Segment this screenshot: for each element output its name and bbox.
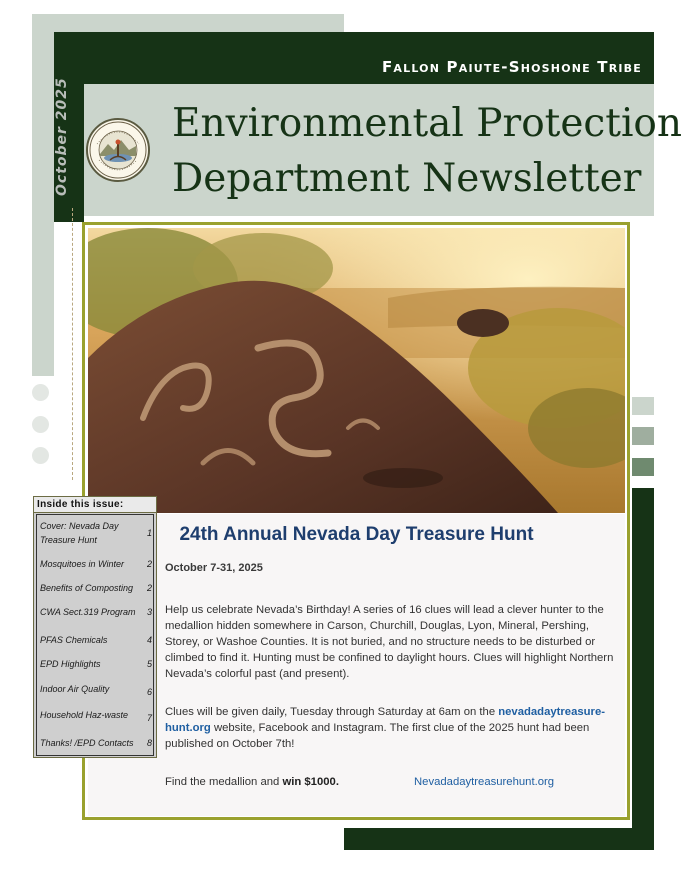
toc-item-page: 6 xyxy=(146,687,152,697)
toc-item-page: 8 xyxy=(146,738,152,748)
petroglyph-photo xyxy=(88,228,625,513)
toc-list xyxy=(36,514,154,756)
toc-item-page: 1 xyxy=(146,528,152,538)
tribe-name: Fallon Paiute-Shoshone Tribe xyxy=(381,58,642,76)
toc-item-title: Cover: Nevada Day Treasure Hunt xyxy=(40,521,119,545)
website-link[interactable]: Nevadadaytreasurehunt.org xyxy=(414,776,555,788)
prize-line xyxy=(165,776,339,788)
toc-item-title: Thanks! /EPD Contacts xyxy=(40,738,134,748)
issue-date-text: October 2025 xyxy=(54,77,70,196)
table-of-contents xyxy=(33,496,157,758)
toc-item-page: 2 xyxy=(146,559,152,569)
toc-item-title: PFAS Chemicals xyxy=(40,635,108,645)
toc-item-title: Mosquitoes in Winter xyxy=(40,559,124,569)
paragraph-text: website, Facebook and Instagram. The first clue of the 2025 hunt had been published on October 7th! xyxy=(165,722,590,750)
title-line-2: Department Newsletter xyxy=(172,156,642,201)
paragraph-text: Clues will be given daily, Tuesday through Saturday at 6am on the xyxy=(165,706,499,718)
issue-date xyxy=(48,77,78,202)
toc-item-page: 5 xyxy=(146,659,152,669)
color-swatch-mid xyxy=(632,427,654,445)
tribal-seal-logo xyxy=(86,118,150,182)
decorative-dot xyxy=(32,384,49,401)
color-swatch-dark xyxy=(632,458,654,476)
decorative-band-right xyxy=(632,488,654,850)
toc-item-title: Benefits of Composting xyxy=(40,583,134,593)
decorative-dot xyxy=(32,447,49,464)
page-title xyxy=(172,96,683,206)
toc-item-title: Household Haz-waste xyxy=(40,710,129,720)
article-headline: 24th Annual Nevada Day Treasure Hunt xyxy=(179,524,534,545)
toc-item-title: CWA Sect.319 Program xyxy=(40,607,136,617)
title-line-1: Environmental Protection xyxy=(172,101,683,146)
toc-item-page: 4 xyxy=(146,635,152,645)
article-paragraph: Help us celebrate Nevada’s Birthday! A series of 16 clues will lead a clever hunter to the medallion hidden somewhere in Carson, Churchill, Douglas, Lyon, Mineral, Pershing, Storey, or Washoe Counties. It is not buried, and no structure needs to be disturbed or climbed to find it. Hunting must be confined to daylight hours. Clues will highlight Northern Nevada’s colorful past (and present). xyxy=(165,604,614,680)
article-paragraph xyxy=(165,704,620,752)
toc-item-page: 3 xyxy=(146,607,152,617)
toc-header: Inside this issue: xyxy=(34,497,156,513)
toc-item-page: 2 xyxy=(146,583,152,593)
prize-amount: win $1000. xyxy=(282,776,339,788)
article-date: October 7-31, 2025 xyxy=(165,562,263,574)
decorative-dot xyxy=(32,416,49,433)
dashed-rule xyxy=(72,208,73,480)
color-swatch-light xyxy=(632,397,654,415)
prize-text: Find the medallion and xyxy=(165,776,283,788)
toc-item[interactable] xyxy=(40,519,152,547)
decorative-band-bottom xyxy=(344,828,654,850)
toc-item-title: EPD Highlights xyxy=(40,659,101,669)
hunt-website-link[interactable]: nevadadaytreasure-hunt.org xyxy=(165,706,605,734)
toc-item-page: 7 xyxy=(146,713,152,723)
toc-item-title: Indoor Air Quality xyxy=(40,684,110,694)
